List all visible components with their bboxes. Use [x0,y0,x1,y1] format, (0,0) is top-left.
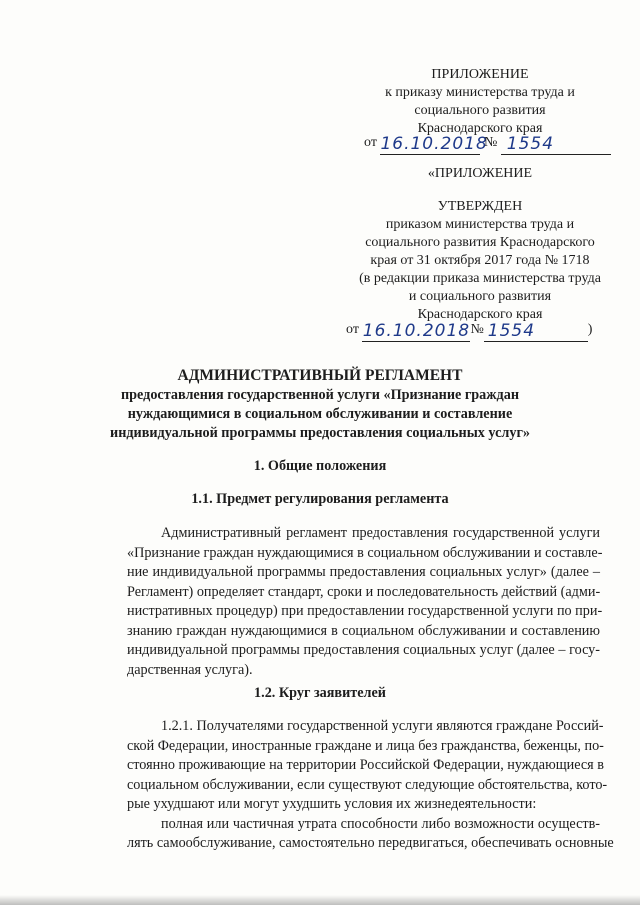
order-ref-line-1: к приказу министерства труда и [385,85,575,100]
approval-line-1: приказом министерства труда и [385,217,575,232]
paragraph-line: полная или частичная утрата способности либо возможности осуществ- [161,815,600,832]
section-1-1-heading: 1.1. Предмет регулирования регламента [191,491,449,507]
section-1-heading: 1. Общие положения [253,458,387,474]
approval-date-prefix: от [346,322,359,337]
number-sign: № [483,135,498,150]
paragraph-line: рые ухудшают или могут ухудшить условия их жизнедеятельности: [127,796,537,812]
approval-close-paren: ) [587,322,593,337]
paragraph-line: «Признание граждан нуждающимися в социальном обслуживании и составле- [127,544,603,561]
appendix-title: ПРИЛОЖЕНИЕ [431,67,529,82]
approved-label: УТВЕРЖДЕН [437,199,523,214]
paragraph-line: социальном обслуживании, если существуют следующие обстоятельства, кото- [127,776,608,793]
approval-number-sign: № [470,322,484,337]
approval-number-field [484,319,588,342]
paragraph-line: Административный регламент предоставления государственной услуги [161,525,600,541]
approval-date-number-line [346,318,592,342]
paragraph-line: знанию граждан нуждающимися в социальном обслуживании и составлению [127,622,600,639]
regulation-title: АДМИНИСТРАТИВНЫЙ РЕГЛАМЕНТ [177,367,463,384]
order-ref-line-2: социального развития [414,103,546,118]
approval-line-6: Краснодарского края [417,307,543,322]
handwritten-number: 1554 [506,134,555,154]
section-1-1-paragraph [127,524,603,680]
number-field [501,132,611,155]
paragraph-line: ской Федерации, иностранные граждане и лица без гражданства, беженцы, по- [127,737,604,754]
paragraph-line: индивидуальной программы предоставления социальных услуг (далее – госу- [127,642,600,658]
section-1-2-paragraph [127,717,614,854]
paragraph-line: дарственная услуга). [127,661,253,678]
approval-line-4: (в редакции приказа министерства труда [359,271,601,286]
approval-handwritten-date: 16.10.2018 [362,321,471,341]
regulation-subtitle-line-1: предоставления государственной услуги «Признание граждан [120,387,519,403]
approval-line-3: края от 31 октября 2017 года № 1718 [370,253,590,268]
order-ref-line-3: Краснодарского края [417,121,543,136]
paragraph-line: ние индивидуальной программы предоставления социальных услуг» (далее – [127,564,600,580]
scan-bottom-edge [0,895,640,905]
appendix-quote-title: «ПРИЛОЖЕНИЕ [427,166,533,181]
approval-line-5: и социального развития [408,289,552,304]
paragraph-line: нистративных процедур) при предоставлении государственной услуги по при- [127,603,603,619]
approval-handwritten-number: 1554 [487,321,536,341]
approval-line-2: социального развития Краснодарского [365,235,595,250]
section-1-2-heading: 1.2. Круг заявителей [254,685,386,701]
header-date-number-line [364,131,611,155]
handwritten-date: 16.10.2018 [380,134,488,154]
date-prefix: от [364,135,377,150]
regulation-subtitle-line-2: нуждающимися в социальном обслуживании и составление [127,406,513,422]
paragraph-line: 1.2.1. Получателями государственной услуги являются граждане Россий- [161,718,604,734]
approval-date-field [362,319,470,342]
paragraph-line: лять самообслуживание, самостоятельно передвигаться, обеспечивать основные [127,835,614,851]
regulation-subtitle-line-3: индивидуальной программы предоставления социальных услуг» [110,425,530,441]
date-field [380,132,488,155]
paragraph-line: Регламент) определяет стандарт, сроки и последовательность действий (адми- [127,583,601,600]
paragraph-line: стоянно проживающие на территории Российской Федерации, нуждающиеся в [127,757,604,773]
